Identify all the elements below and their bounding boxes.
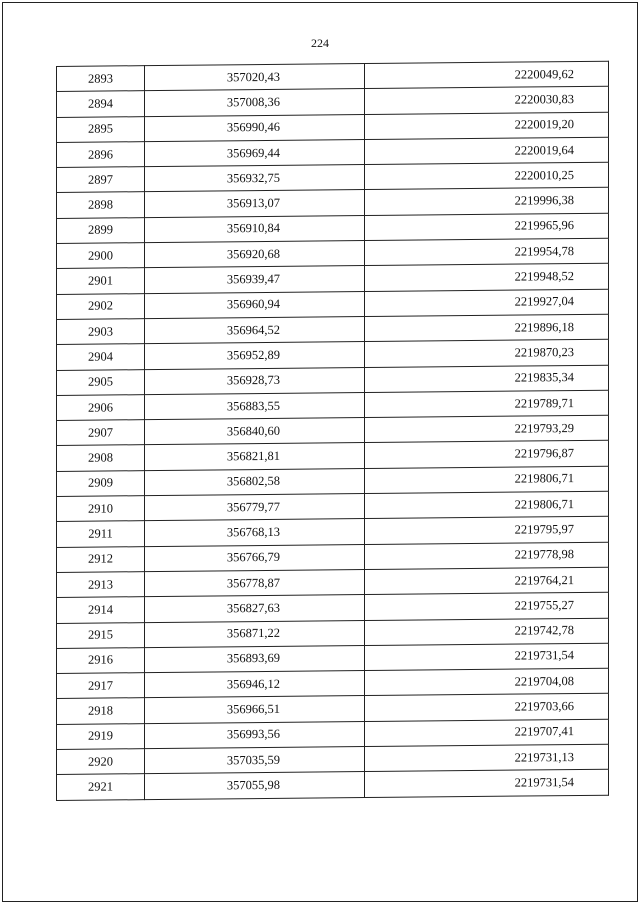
y-coordinate-cell: 2220030,83 [365,86,609,114]
x-coordinate-cell: 357008,36 [145,89,365,116]
x-coordinate-cell: 356920,68 [145,241,365,268]
point-number-cell: 2896 [57,142,145,168]
point-number-cell: 2919 [57,723,145,749]
y-coordinate-cell: 2219704,08 [365,668,609,696]
x-coordinate-cell: 356993,56 [145,721,365,748]
y-coordinate-cell: 2219778,98 [365,542,609,570]
y-coordinate-cell: 2219954,78 [365,238,609,266]
x-coordinate-cell: 356946,12 [145,671,365,698]
y-coordinate-cell: 2219806,71 [365,491,609,519]
point-number-cell: 2911 [57,521,145,547]
point-number-cell: 2909 [57,470,145,496]
point-number-cell: 2893 [57,66,145,92]
x-coordinate-cell: 356871,22 [145,620,365,647]
table-body [57,61,609,800]
y-coordinate-cell: 2219965,96 [365,213,609,241]
y-coordinate-cell: 2219742,78 [365,618,609,646]
x-coordinate-cell: 356952,89 [145,342,365,369]
y-coordinate-cell: 2219795,97 [365,517,609,545]
y-coordinate-cell: 2220049,62 [365,61,609,89]
point-number-cell: 2920 [57,749,145,775]
point-number-cell: 2897 [57,167,145,193]
x-coordinate-cell: 356778,87 [145,569,365,596]
x-coordinate-cell: 356827,63 [145,595,365,622]
x-coordinate-cell: 356883,55 [145,392,365,419]
point-number-cell: 2907 [57,420,145,446]
x-coordinate-cell: 356964,52 [145,317,365,344]
x-coordinate-cell: 356928,73 [145,367,365,394]
y-coordinate-cell: 2219870,23 [365,339,609,367]
coordinates-table [56,61,609,801]
x-coordinate-cell: 357055,98 [145,772,365,799]
point-number-cell: 2918 [57,698,145,724]
y-coordinate-cell: 2219707,41 [365,719,609,747]
point-number-cell: 2921 [57,774,145,800]
point-number-cell: 2908 [57,445,145,471]
y-coordinate-cell: 2219996,38 [365,188,609,216]
x-coordinate-cell: 356802,58 [145,468,365,495]
point-number-cell: 2902 [57,293,145,319]
point-number-cell: 2901 [57,268,145,294]
y-coordinate-cell: 2219948,52 [365,264,609,292]
point-number-cell: 2898 [57,192,145,218]
point-number-cell: 2915 [57,622,145,648]
y-coordinate-cell: 2219896,18 [365,314,609,342]
x-coordinate-cell: 356779,77 [145,494,365,521]
y-coordinate-cell: 2219731,54 [365,770,609,798]
point-number-cell: 2900 [57,243,145,269]
y-coordinate-cell: 2219806,71 [365,466,609,494]
y-coordinate-cell: 2219927,04 [365,289,609,317]
x-coordinate-cell: 356966,51 [145,696,365,723]
x-coordinate-cell: 356969,44 [145,139,365,166]
x-coordinate-cell: 356840,60 [145,418,365,445]
table-row [57,770,609,801]
x-coordinate-cell: 356910,84 [145,215,365,242]
y-coordinate-cell: 2219731,54 [365,643,609,671]
y-coordinate-cell: 2220019,64 [365,137,609,165]
x-coordinate-cell: 356893,69 [145,645,365,672]
point-number-cell: 2912 [57,546,145,572]
point-number-cell: 2916 [57,647,145,673]
y-coordinate-cell: 2219793,29 [365,415,609,443]
point-number-cell: 2910 [57,496,145,522]
point-number-cell: 2917 [57,673,145,699]
x-coordinate-cell: 357020,43 [145,64,365,91]
page-number: 224 [311,36,329,50]
y-coordinate-cell: 2219731,13 [365,744,609,772]
x-coordinate-cell: 357035,59 [145,747,365,774]
y-coordinate-cell: 2219789,71 [365,390,609,418]
point-number-cell: 2903 [57,319,145,345]
point-number-cell: 2899 [57,217,145,243]
point-number-cell: 2904 [57,344,145,370]
x-coordinate-cell: 356821,81 [145,443,365,470]
y-coordinate-cell: 2220010,25 [365,162,609,190]
x-coordinate-cell: 356913,07 [145,190,365,217]
x-coordinate-cell: 356932,75 [145,165,365,192]
y-coordinate-cell: 2219835,34 [365,365,609,393]
point-number-cell: 2905 [57,369,145,395]
y-coordinate-cell: 2219703,66 [365,694,609,722]
x-coordinate-cell: 356939,47 [145,266,365,293]
y-coordinate-cell: 2220019,20 [365,112,609,140]
x-coordinate-cell: 356766,79 [145,544,365,571]
point-number-cell: 2906 [57,395,145,421]
point-number-cell: 2913 [57,572,145,598]
point-number-cell: 2914 [57,597,145,623]
x-coordinate-cell: 356768,13 [145,519,365,546]
y-coordinate-cell: 2219764,21 [365,567,609,595]
y-coordinate-cell: 2219796,87 [365,441,609,469]
point-number-cell: 2895 [57,116,145,142]
y-coordinate-cell: 2219755,27 [365,592,609,620]
point-number-cell: 2894 [57,91,145,117]
x-coordinate-cell: 356990,46 [145,114,365,141]
x-coordinate-cell: 356960,94 [145,291,365,318]
